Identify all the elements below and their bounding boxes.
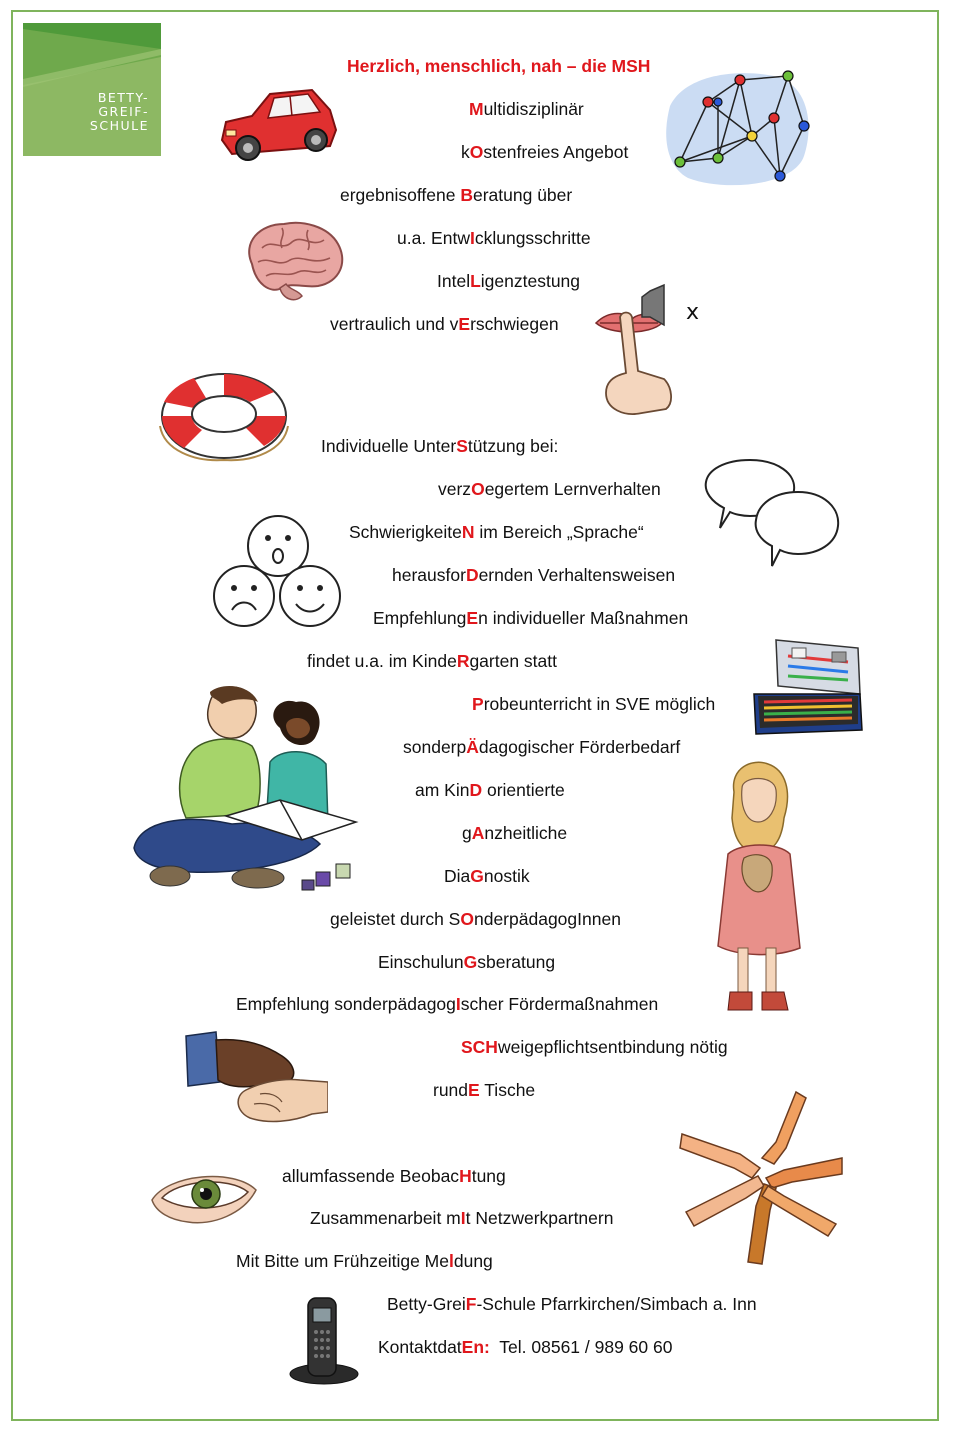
line-text-after: ultidisziplinär [483, 99, 584, 119]
acrostic-line [461, 141, 628, 163]
acrostic-line [433, 1079, 535, 1101]
line-text-after: tützung bei: [467, 436, 559, 456]
acrostic-line [472, 693, 715, 715]
line-text-after: eratung über [472, 185, 573, 205]
acrostic-line [330, 313, 559, 335]
acrostic-highlight-letter: E [458, 314, 471, 334]
acrostic-highlight-letter: A [471, 823, 485, 843]
line-text-after: Tische [479, 1080, 536, 1100]
acrostic-highlight-letter: L [470, 271, 481, 291]
line-text-before: Betty-Grei [387, 1294, 466, 1314]
acrostic-line [437, 270, 580, 292]
line-text-after: im Bereich „Sprache“ [474, 522, 644, 542]
mute-x-icon: x [686, 300, 700, 325]
acrostic-line [307, 650, 557, 672]
acrostic-highlight-letter: D [469, 780, 483, 800]
acrostic-highlight-letter: G [470, 866, 484, 886]
acrostic-line [330, 908, 621, 930]
line-text-after: garten statt [469, 651, 558, 671]
line-text-before: allumfassende Beobac [282, 1166, 460, 1186]
line-text-after: egertem Lernverhalten [484, 479, 661, 499]
line-text-after: sberatung [477, 952, 556, 972]
acrostic-line [340, 184, 572, 206]
line-text-before: Intel [437, 271, 471, 291]
school-logo [23, 23, 161, 156]
line-text-after: tung [471, 1166, 506, 1186]
acrostic-line [461, 1036, 728, 1058]
line-text-before: am Kin [415, 780, 470, 800]
line-text-after: cklungsschritte [474, 228, 591, 248]
acrostic-line [462, 822, 567, 844]
acrostic-line [415, 779, 565, 801]
line-text-after: dung [453, 1251, 493, 1271]
line-text-after: robeunterricht in SVE möglich [483, 694, 716, 714]
line-text-before: findet u.a. im Kinde [307, 651, 457, 671]
acrostic-highlight-letter: O [471, 479, 485, 499]
line-text-after: orientierte [482, 780, 565, 800]
acrostic-highlight-letter: I [469, 228, 475, 248]
pencil-case-icon [748, 634, 866, 740]
girl-with-teddy-icon [712, 758, 804, 1020]
acrostic-highlight-letter: G [463, 952, 478, 972]
line-text-after: n individueller Maßnahmen [478, 608, 689, 628]
acrostic-line [321, 435, 558, 457]
acrostic-line [444, 865, 530, 887]
acrostic-line [310, 1207, 613, 1229]
line-text-before: Einschulun [378, 952, 464, 972]
handshake-icon [182, 1030, 328, 1124]
line-text-before: geleistet durch S [330, 909, 461, 929]
line-text-before: vertraulich und v [330, 314, 459, 334]
speech-bubbles-icon [702, 456, 844, 568]
acrostic-line [236, 1250, 493, 1272]
line-text-before: Mit Bitte um Frühzeitige Me [236, 1251, 449, 1271]
line-text-before: sonderp [403, 737, 467, 757]
reading-together-icon [130, 684, 366, 894]
acrostic-highlight-letter: B [460, 185, 473, 205]
acrostic-highlight-letter: O [460, 909, 474, 929]
acrostic-line [282, 1165, 506, 1187]
line-text-after: -Schule Pfarrkirchen/Simbach a. Inn [476, 1294, 757, 1314]
acrostic-line [378, 951, 555, 973]
acrostic-line [349, 521, 644, 543]
acrostic-highlight-letter: Ä [466, 737, 479, 757]
silence-icon [592, 283, 712, 423]
acrostic-line [378, 1336, 672, 1358]
line-text-after: Tel. 08561 / 989 60 60 [489, 1337, 673, 1357]
acrostic-highlight-letter: I [455, 994, 461, 1014]
line-text-after: dagogischer Förderbedarf [478, 737, 681, 757]
line-text-after: scher Fördermaßnahmen [460, 994, 659, 1014]
acrostic-line [397, 227, 591, 249]
car-icon [212, 80, 342, 170]
line-text-before: ergebnisoffene [340, 185, 461, 205]
acrostic-line [403, 736, 680, 758]
line-text-before: verz [438, 479, 472, 499]
line-text-before: herausfor [392, 565, 466, 585]
acrostic-highlight-letter: I [460, 1208, 466, 1228]
acrostic-line [392, 564, 675, 586]
line-text-after: weigepflichtsentbindung nötig [497, 1037, 728, 1057]
eye-icon [148, 1166, 260, 1228]
line-text-before: g [462, 823, 472, 843]
page-title: Herzlich, menschlich, nah – die MSH [347, 56, 651, 76]
line-text-before: Zusammenarbeit m [310, 1208, 461, 1228]
acrostic-highlight-letter: SCH [461, 1037, 498, 1057]
line-text-before: Schwierigkeite [349, 522, 462, 542]
acrostic-highlight-letter: H [459, 1166, 472, 1186]
emotion-faces-icon [210, 512, 342, 632]
line-text-before: u.a. Entw [397, 228, 470, 248]
line-text-before: Dia [444, 866, 471, 886]
line-text-after: nostik [483, 866, 530, 886]
acrostic-highlight-letter: S [456, 436, 468, 456]
logo-text: BETTY- GREIF- SCHULE [89, 90, 149, 133]
line-text-before: Individuelle Unter [321, 436, 457, 456]
acrostic-line [438, 478, 661, 500]
hands-circle-icon [676, 1088, 846, 1266]
acrostic-highlight-letter: R [456, 651, 470, 671]
acrostic-highlight-letter: l [448, 1251, 454, 1271]
acrostic-highlight-letter: E [466, 608, 479, 628]
acrostic-line [373, 607, 688, 629]
line-text-before: rund [433, 1080, 469, 1100]
line-text-after: ernden Verhaltensweisen [478, 565, 676, 585]
line-text-after: t Netzwerkpartnern [465, 1208, 614, 1228]
line-text-after: nzheitliche [484, 823, 568, 843]
line-text-after: igenztestung [480, 271, 581, 291]
acrostic-highlight-letter: M [469, 99, 484, 119]
acrostic-line [236, 993, 658, 1015]
acrostic-highlight-letter: O [469, 142, 484, 162]
acrostic-highlight-letter: P [472, 694, 484, 714]
line-text-after: nderpädagogInnen [473, 909, 621, 929]
line-text-before: k [461, 142, 470, 162]
acrostic-highlight-letter: En: [461, 1337, 490, 1357]
brain-icon [242, 218, 346, 306]
phone-icon [286, 1294, 360, 1386]
network-icon [664, 66, 814, 192]
acrostic-highlight-letter: N [461, 522, 475, 542]
acrostic-line [469, 98, 584, 120]
lifebuoy-icon [154, 366, 292, 466]
line-text-after: rschwiegen [470, 314, 559, 334]
line-text-before: Empfehlung sonderpädagog [236, 994, 456, 1014]
acrostic-line [387, 1293, 757, 1315]
line-text-after: stenfreies Angebot [483, 142, 629, 162]
line-text-before: Kontaktdat [378, 1337, 462, 1357]
acrostic-highlight-letter: F [465, 1294, 477, 1314]
acrostic-highlight-letter: E [468, 1080, 480, 1100]
acrostic-highlight-letter: D [465, 565, 479, 585]
line-text-before: Empfehlung [373, 608, 467, 628]
